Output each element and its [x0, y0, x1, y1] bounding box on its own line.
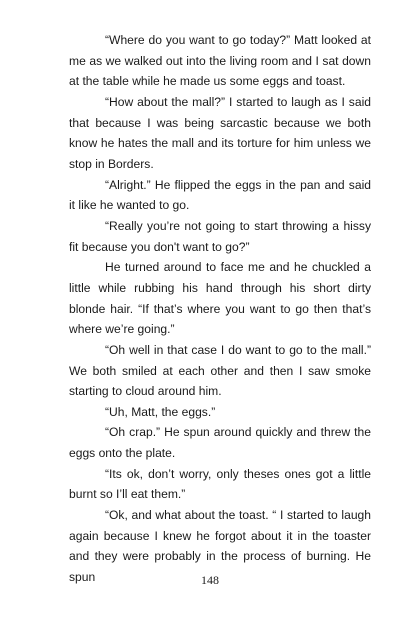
paragraph: “Oh well in that case I do want to go to the mall.” We both smiled at each other and then I saw smoke starting to cloud around him. — [69, 342, 371, 399]
page-body-text — [69, 30, 371, 588]
paragraph: “Ok, and what about the toast. “ I started to laugh again because I knew he forgot about it in the toaster and they were probably in the process of burning. He spun — [69, 508, 371, 585]
paragraph: “How about the mall?” I started to laugh as I said that because I was being sarcastic because we both know he hates the mall and its torture for him unless we stop in Borders. — [69, 94, 371, 171]
paragraph: “Alright.” He flipped the eggs in the pan and said it like he wanted to go. — [69, 177, 371, 213]
page-number: 148 — [201, 573, 219, 587]
paragraph: “Really you’re not going to start throwing a hissy fit because you don't want to go?” — [69, 218, 371, 254]
paragraph: “Uh, Matt, the eggs.” — [105, 404, 216, 419]
paragraph: “Where do you want to go today?” Matt looked at me as we walked out into the living room and I sat down at the table while he made us some eggs and toast. — [69, 33, 371, 89]
paragraph: “Oh crap.” He spun around quickly and threw the eggs onto the plate. — [69, 425, 371, 461]
paragraph: “Its ok, don’t worry, only theses ones got a little burnt so I’ll eat them.” — [69, 466, 371, 502]
paragraph: He turned around to face me and he chuckled a little while rubbing his hand through his short dirty blonde hair. “If that’s where you want to go then that’s where we’re going.” — [69, 260, 371, 337]
